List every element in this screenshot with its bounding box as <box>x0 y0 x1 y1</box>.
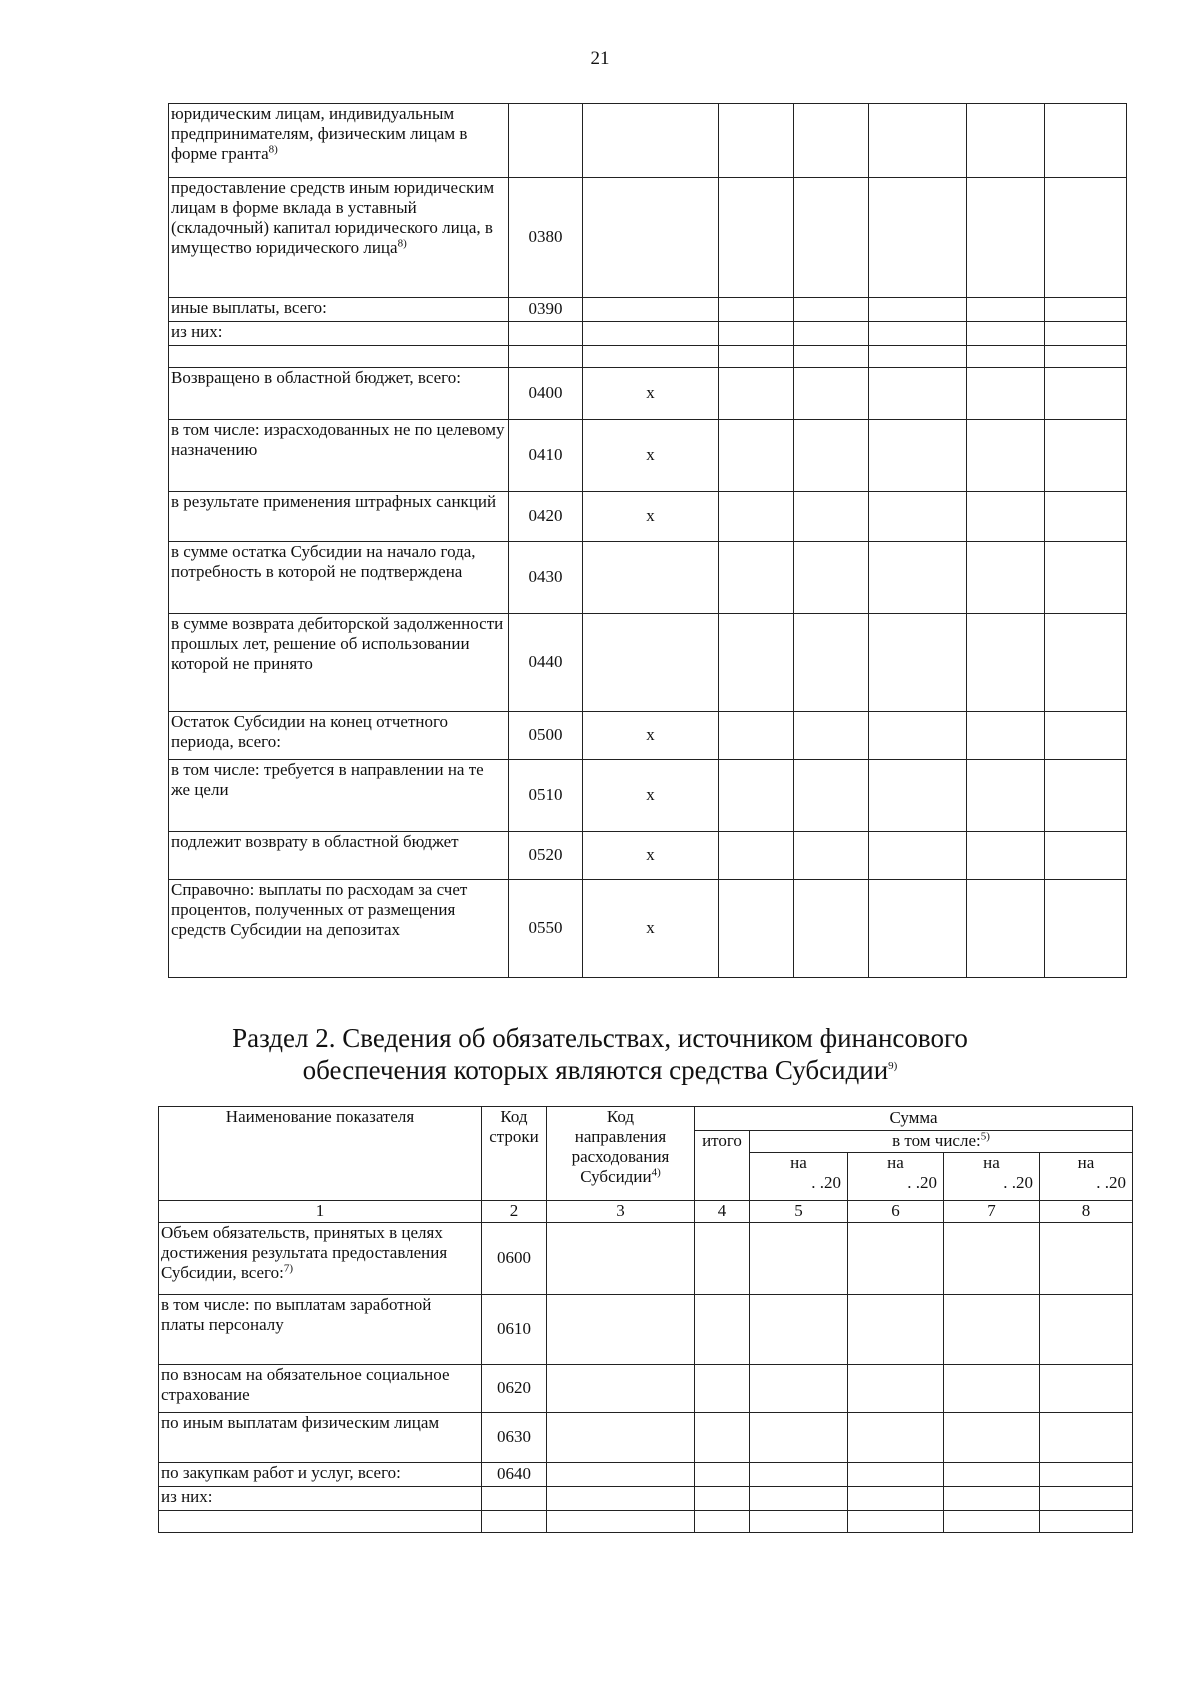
row-code <box>509 346 583 368</box>
header-year-3 <box>944 1153 1040 1201</box>
row-amount-cell <box>695 1223 750 1295</box>
row-amount-cell <box>1040 1511 1133 1533</box>
row-amount-cell <box>1045 760 1127 832</box>
row-code: 0380 <box>509 178 583 298</box>
header-total: итого <box>695 1131 750 1201</box>
row-amount-cell <box>695 1365 750 1413</box>
row-amount-cell <box>547 1463 695 1487</box>
row-amount-cell <box>719 322 794 346</box>
table-row <box>169 322 1127 346</box>
row-amount-cell <box>719 614 794 712</box>
table-row <box>169 104 1127 178</box>
row-amount-cell <box>750 1463 848 1487</box>
row-direction-mark: x <box>583 880 719 978</box>
row-label <box>169 880 509 978</box>
row-amount-cell <box>848 1413 944 1463</box>
row-label-text: в том числе: израсходованных не по целевому назначению <box>171 420 505 460</box>
row-amount-cell <box>794 322 869 346</box>
row-amount-cell <box>719 880 794 978</box>
header-including-footnote: 5) <box>980 1130 990 1143</box>
row-amount-cell <box>869 880 967 978</box>
row-amount-cell <box>547 1295 695 1365</box>
table-row <box>169 832 1127 880</box>
row-amount-cell <box>1045 542 1127 614</box>
header-including <box>750 1131 1133 1153</box>
row-amount-cell <box>547 1223 695 1295</box>
row-amount-cell <box>695 1295 750 1365</box>
section-2-title <box>150 1022 1050 1087</box>
row-amount-cell <box>547 1511 695 1533</box>
row-amount-cell <box>719 368 794 420</box>
row-amount-cell <box>719 298 794 322</box>
row-amount-cell <box>794 178 869 298</box>
row-amount-cell <box>695 1413 750 1463</box>
row-amount-cell <box>967 346 1045 368</box>
row-amount-cell <box>547 1413 695 1463</box>
row-label <box>169 832 509 880</box>
row-amount-cell <box>869 832 967 880</box>
col-number: 1 <box>159 1201 482 1223</box>
row-code: 0390 <box>509 298 583 322</box>
header-direction-code-l3: расходования <box>571 1147 670 1167</box>
row-amount-cell <box>1040 1463 1133 1487</box>
row-code <box>509 322 583 346</box>
row-amount-cell <box>1045 322 1127 346</box>
table-row <box>159 1365 1133 1413</box>
table-row <box>169 542 1127 614</box>
row-amount-cell <box>750 1511 848 1533</box>
row-amount-cell <box>869 368 967 420</box>
row-label <box>169 346 509 368</box>
row-label-text: Остаток Субсидии на конец отчетного периода, всего: <box>171 712 449 752</box>
row-label-text: Объем обязательств, принятых в целях достижения результата предоставления Субсидии, всего: <box>161 1223 448 1283</box>
table-row <box>159 1487 1133 1511</box>
row-amount-cell <box>719 712 794 760</box>
year-suffix: . .20 <box>1003 1173 1033 1193</box>
row-amount-cell <box>719 420 794 492</box>
table-row <box>169 346 1127 368</box>
row-amount-cell <box>967 322 1045 346</box>
row-direction-mark: x <box>583 832 719 880</box>
row-code <box>482 1487 547 1511</box>
row-amount-cell <box>869 420 967 492</box>
row-amount-cell <box>848 1295 944 1365</box>
row-label-text: в том числе: требуется в направлении на те же цели <box>171 760 484 800</box>
row-amount-cell <box>794 104 869 178</box>
row-amount-cell <box>967 832 1045 880</box>
row-direction-mark: x <box>583 712 719 760</box>
row-label <box>169 712 509 760</box>
table-row <box>159 1413 1133 1463</box>
table-row <box>159 1295 1133 1365</box>
row-amount-cell <box>967 298 1045 322</box>
row-amount-cell <box>967 368 1045 420</box>
row-amount-cell <box>967 178 1045 298</box>
row-direction-mark <box>583 298 719 322</box>
row-amount-cell <box>1045 614 1127 712</box>
row-label <box>169 368 509 420</box>
row-amount-cell <box>848 1511 944 1533</box>
year-suffix: . .20 <box>907 1173 937 1193</box>
row-amount-cell <box>967 420 1045 492</box>
row-amount-cell <box>848 1463 944 1487</box>
row-amount-cell <box>967 760 1045 832</box>
row-label-text: Справочно: выплаты по расходам за счет процентов, полученных от размещения средств Субсидии на депозитах <box>171 880 468 940</box>
row-amount-cell <box>869 178 967 298</box>
row-label-text: по иным выплатам физическим лицам <box>161 1413 440 1432</box>
row-amount-cell <box>1045 492 1127 542</box>
row-amount-cell <box>547 1487 695 1511</box>
row-label-text: в сумме остатка Субсидии на начало года, потребность в которой не подтверждена <box>171 542 476 582</box>
table-row <box>159 1463 1133 1487</box>
row-label-text: по взносам на обязательное социальное страхование <box>161 1365 450 1405</box>
row-amount-cell <box>967 712 1045 760</box>
row-direction-mark <box>583 346 719 368</box>
row-amount-cell <box>695 1463 750 1487</box>
row-amount-cell <box>944 1413 1040 1463</box>
row-amount-cell <box>944 1223 1040 1295</box>
row-amount-cell <box>695 1487 750 1511</box>
header-including-text: в том числе: <box>892 1131 981 1151</box>
col-number: 7 <box>944 1201 1040 1223</box>
year-prefix: на <box>790 1153 807 1172</box>
row-amount-cell <box>869 298 967 322</box>
row-label <box>169 322 509 346</box>
header-direction-code-l2: направления <box>574 1127 667 1147</box>
table-row <box>169 368 1127 420</box>
row-label <box>159 1365 482 1413</box>
row-amount-cell <box>750 1223 848 1295</box>
row-amount-cell <box>967 492 1045 542</box>
page-number: 21 <box>590 48 610 69</box>
row-amount-cell <box>794 614 869 712</box>
row-label <box>159 1511 482 1533</box>
row-direction-mark <box>583 322 719 346</box>
row-amount-cell <box>794 880 869 978</box>
row-amount-cell <box>794 420 869 492</box>
row-amount-cell <box>719 492 794 542</box>
row-label <box>159 1463 482 1487</box>
row-amount-cell <box>794 712 869 760</box>
row-label <box>159 1223 482 1295</box>
row-amount-cell <box>719 346 794 368</box>
row-amount-cell <box>1040 1295 1133 1365</box>
row-label <box>169 614 509 712</box>
table-row <box>169 880 1127 978</box>
row-amount-cell <box>794 492 869 542</box>
row-amount-cell <box>1045 880 1127 978</box>
row-code: 0510 <box>509 760 583 832</box>
row-amount-cell <box>967 104 1045 178</box>
table-row <box>169 760 1127 832</box>
row-amount-cell <box>967 880 1045 978</box>
row-label <box>159 1413 482 1463</box>
row-label-text: иные выплаты, всего: <box>171 298 327 317</box>
row-code <box>482 1511 547 1533</box>
row-amount-cell <box>794 346 869 368</box>
row-amount-cell <box>1045 832 1127 880</box>
row-direction-mark: x <box>583 368 719 420</box>
row-amount-cell <box>719 178 794 298</box>
row-label <box>169 492 509 542</box>
year-suffix: . .20 <box>811 1173 841 1193</box>
row-amount-cell <box>794 760 869 832</box>
row-amount-cell <box>794 832 869 880</box>
section-2-title-line2: обеспечения которых являются средства Субсидии <box>302 1055 889 1086</box>
row-amount-cell <box>719 542 794 614</box>
row-amount-cell <box>547 1365 695 1413</box>
row-amount-cell <box>719 760 794 832</box>
row-direction-mark: x <box>583 760 719 832</box>
header-year-4 <box>1040 1153 1133 1201</box>
row-label <box>169 104 509 178</box>
col-number: 4 <box>695 1201 750 1223</box>
row-amount-cell <box>1040 1413 1133 1463</box>
row-code <box>509 104 583 178</box>
header-direction-code-l1: Код <box>606 1107 635 1126</box>
row-amount-cell <box>750 1487 848 1511</box>
row-amount-cell <box>967 542 1045 614</box>
row-amount-cell <box>967 614 1045 712</box>
row-amount-cell <box>869 712 967 760</box>
row-label-text: в результате применения штрафных санкций <box>171 492 497 511</box>
row-direction-mark <box>583 614 719 712</box>
row-label-text: Возвращено в областной бюджет, всего: <box>171 368 461 387</box>
row-amount-cell <box>750 1365 848 1413</box>
row-label-footnote: 7) <box>283 1262 293 1275</box>
table-row <box>169 420 1127 492</box>
row-amount-cell <box>944 1365 1040 1413</box>
row-code: 0420 <box>509 492 583 542</box>
row-amount-cell <box>848 1487 944 1511</box>
row-direction-mark: x <box>583 492 719 542</box>
row-amount-cell <box>848 1223 944 1295</box>
row-label <box>169 178 509 298</box>
row-amount-cell <box>869 346 967 368</box>
header-line-code-l1: Код <box>500 1107 528 1126</box>
row-label-footnote: 8) <box>268 143 278 156</box>
row-label <box>169 420 509 492</box>
row-label-text: подлежит возврату в областной бюджет <box>171 832 459 851</box>
column-number-row <box>159 1201 1133 1223</box>
header-direction-code <box>547 1107 695 1201</box>
row-code: 0550 <box>509 880 583 978</box>
row-label <box>169 760 509 832</box>
row-label-text: из них: <box>171 322 223 341</box>
row-amount-cell <box>1040 1365 1133 1413</box>
row-code: 0640 <box>482 1463 547 1487</box>
header-direction-footnote: 4) <box>651 1166 661 1179</box>
row-amount-cell <box>1045 420 1127 492</box>
year-suffix: . .20 <box>1096 1173 1127 1193</box>
row-label-text: из них: <box>161 1487 213 1506</box>
row-amount-cell <box>944 1295 1040 1365</box>
row-amount-cell <box>794 298 869 322</box>
row-amount-cell <box>1045 178 1127 298</box>
col-number: 6 <box>848 1201 944 1223</box>
section2-table <box>158 1106 1133 1533</box>
row-amount-cell <box>869 104 967 178</box>
row-amount-cell <box>944 1463 1040 1487</box>
row-amount-cell <box>944 1487 1040 1511</box>
row-amount-cell <box>1040 1487 1133 1511</box>
row-amount-cell <box>1045 104 1127 178</box>
row-label-text: предоставление средств иным юридическим лицам в форме вклада в уставный (складочный) капитал юридического лица, в имущество юридического лица <box>171 178 495 258</box>
year-prefix: на <box>983 1153 1000 1172</box>
header-year-1 <box>750 1153 848 1201</box>
row-amount-cell <box>869 492 967 542</box>
header-name: Наименование показателя <box>159 1107 482 1201</box>
table-row <box>169 298 1127 322</box>
row-direction-mark <box>583 104 719 178</box>
row-label <box>169 542 509 614</box>
row-code: 0520 <box>509 832 583 880</box>
row-amount-cell <box>1045 346 1127 368</box>
row-label-text: по закупкам работ и услуг, всего: <box>161 1463 401 1482</box>
header-year-2 <box>848 1153 944 1201</box>
section-2-title-footnote: 9) <box>888 1060 898 1073</box>
row-code: 0500 <box>509 712 583 760</box>
row-label-text: юридическим лицам, индивидуальным предпринимателям, физическим лицам в форме гранта <box>171 104 468 164</box>
row-amount-cell <box>719 832 794 880</box>
row-amount-cell <box>1045 368 1127 420</box>
row-code: 0610 <box>482 1295 547 1365</box>
table-row <box>169 712 1127 760</box>
row-amount-cell <box>869 614 967 712</box>
header-direction-code-l4: Субсидии <box>580 1167 652 1187</box>
row-amount-cell <box>750 1413 848 1463</box>
row-label <box>169 298 509 322</box>
row-label-text: в сумме возврата дебиторской задолженности прошлых лет, решение об использовании которой не принято <box>171 614 504 674</box>
row-label <box>159 1487 482 1511</box>
row-direction-mark: x <box>583 420 719 492</box>
table-row <box>169 178 1127 298</box>
col-number: 2 <box>482 1201 547 1223</box>
row-code: 0400 <box>509 368 583 420</box>
year-prefix: на <box>887 1153 904 1172</box>
row-amount-cell <box>1045 298 1127 322</box>
row-code: 0630 <box>482 1413 547 1463</box>
header-line-code <box>482 1107 547 1201</box>
row-amount-cell <box>1040 1223 1133 1295</box>
col-number: 3 <box>547 1201 695 1223</box>
row-direction-mark <box>583 178 719 298</box>
table-row <box>169 492 1127 542</box>
header-sum: Сумма <box>695 1107 1133 1131</box>
table-row <box>169 614 1127 712</box>
row-label <box>159 1295 482 1365</box>
section1-table <box>168 103 1127 978</box>
row-amount-cell <box>869 542 967 614</box>
table-row <box>159 1511 1133 1533</box>
row-code: 0440 <box>509 614 583 712</box>
row-amount-cell <box>695 1511 750 1533</box>
row-code: 0600 <box>482 1223 547 1295</box>
header-line-code-l2: строки <box>489 1127 539 1147</box>
row-amount-cell <box>750 1295 848 1365</box>
col-number: 8 <box>1040 1201 1133 1223</box>
table-row <box>159 1223 1133 1295</box>
row-amount-cell <box>719 104 794 178</box>
row-code: 0430 <box>509 542 583 614</box>
col-number: 5 <box>750 1201 848 1223</box>
row-code: 0620 <box>482 1365 547 1413</box>
row-direction-mark <box>583 542 719 614</box>
row-amount-cell <box>944 1511 1040 1533</box>
row-amount-cell <box>794 368 869 420</box>
row-code: 0410 <box>509 420 583 492</box>
row-amount-cell <box>869 322 967 346</box>
row-amount-cell <box>869 760 967 832</box>
row-amount-cell <box>794 542 869 614</box>
row-label-text: в том числе: по выплатам заработной платы персоналу <box>161 1295 432 1335</box>
row-label-footnote: 8) <box>397 237 407 250</box>
section-2-title-line1: Раздел 2. Сведения об обязательствах, источником финансового <box>232 1023 968 1053</box>
row-amount-cell <box>1045 712 1127 760</box>
row-amount-cell <box>848 1365 944 1413</box>
year-prefix: на <box>1077 1153 1095 1172</box>
